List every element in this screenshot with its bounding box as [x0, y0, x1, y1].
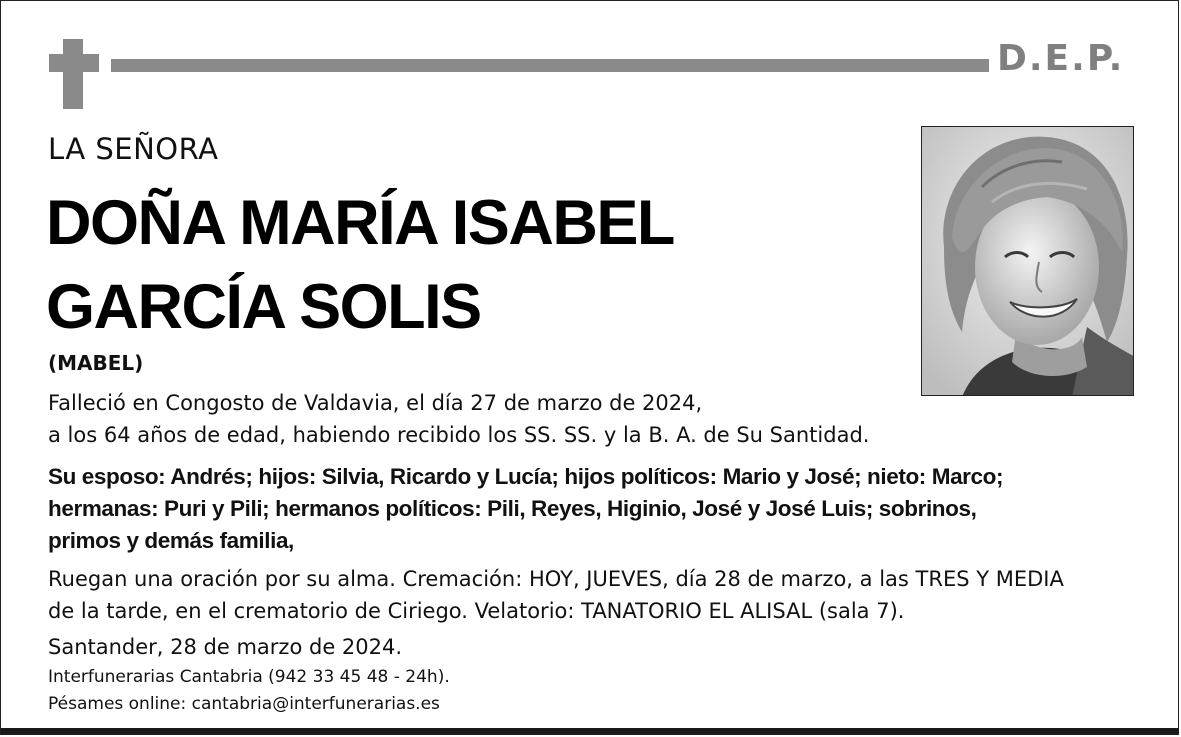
condolences-email: Pésames online: cantabria@interfunerarias.es: [48, 694, 440, 714]
service-line-2: de la tarde, en el crematorio de Ciriego. Velatorio: TANATORIO EL ALISAL (sala 7).: [48, 599, 905, 623]
portrait-photo: [921, 126, 1134, 396]
death-line-1: Falleció en Congosto de Valdavia, el día 27 de marzo de 2024,: [48, 391, 703, 415]
service-line-1: Ruegan una oración por su alma. Cremación: HOY, JUEVES, día 28 de marzo, a las TRES Y MEDIA: [48, 567, 1064, 591]
cross-icon-arm: [49, 54, 99, 72]
family-line-2: hermanas: Puri y Pili; hermanos políticos: Pili, Reyes, Higinio, José y José Luis; sobrinos,: [48, 496, 977, 521]
family-line-3: primos y demás familia,: [48, 528, 294, 553]
deceased-name: [46, 181, 674, 349]
nickname: (MABEL): [48, 351, 144, 375]
dep-badge: D.E.P.: [997, 38, 1125, 79]
family-line-1: Su esposo: Andrés; hijos: Silvia, Ricardo y Lucía; hijos políticos: Mario y José; nieto: Marco;: [48, 464, 1004, 489]
name-line-2: GARCÍA SOLIS: [46, 272, 481, 342]
portrait-image: [922, 127, 1134, 396]
honorific: LA SEÑORA: [48, 132, 219, 166]
bottom-rule: [1, 728, 1178, 734]
funeral-home-contact: Interfunerarias Cantabria (942 33 45 48 - 24h).: [48, 667, 450, 687]
header-rule: [111, 59, 989, 72]
place-date: Santander, 28 de marzo de 2024.: [48, 635, 403, 659]
death-line-2: a los 64 años de edad, habiendo recibido los SS. SS. y la B. A. de Su Santidad.: [48, 423, 870, 447]
cross-icon: [63, 39, 83, 109]
name-line-1: DOÑA MARÍA ISABEL: [46, 188, 674, 258]
